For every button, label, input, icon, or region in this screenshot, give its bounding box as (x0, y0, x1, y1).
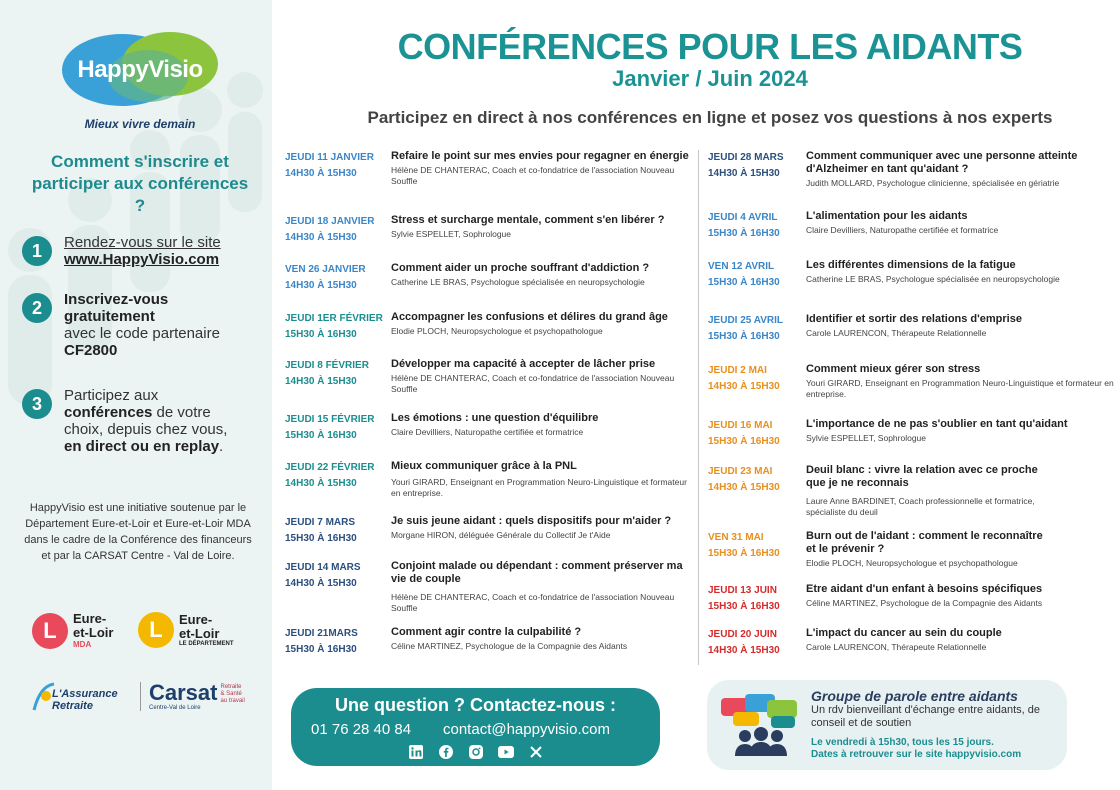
event-speaker: Sylvie ESPELLET, Sophrologue (806, 433, 927, 443)
carsat-name: Carsat (149, 680, 218, 705)
event-speaker: Elodie PLOCH, Neuropsychologue et psychopathologue (806, 558, 1018, 568)
event-title: Comment agir contre la culpabilité ? (391, 626, 582, 638)
event-body (391, 150, 696, 187)
event-date: JEUDI 23 MAI 14H30 À 15H30 (708, 466, 780, 493)
event-title: Etre aidant d'un enfant à besoins spécifiques (806, 583, 1043, 595)
event-speaker: Hélène DE CHANTERAC, Coach et co-fondatrice de l'association Nouveau Souffle (391, 592, 675, 613)
event-body (806, 259, 1114, 285)
event-date: JEUDI 2 MAI 14H30 À 15H30 (708, 365, 780, 392)
event-date: JEUDI 7 MARS 15H30 À 16H30 (285, 517, 357, 544)
assurance-line2: Retraite (52, 700, 93, 712)
group-schedule-line1: Le vendredi à 15h30, tous les 15 jours. (811, 737, 994, 748)
eure-et-loir-departement-logo (138, 612, 234, 648)
mda-name2: et-Loir (73, 625, 114, 640)
step-1-line1: Rendez-vous sur le site (64, 234, 221, 251)
event-date: JEUDI 14 MARS 14H30 À 15H30 (285, 562, 361, 589)
dept-name1: Eure- (179, 612, 213, 627)
step-3 (22, 387, 262, 455)
event-title: Refaire le point sur mes envies pour regagner en énergie (391, 150, 689, 162)
assurance-line1: L'Assurance (52, 688, 118, 700)
event-title: L'importance de ne pas s'oublier en tant qu'aidant (806, 418, 1068, 430)
event-speaker: Céline MARTINEZ, Psychologue de la Compagnie des Aidants (391, 641, 628, 651)
event-body (391, 262, 696, 288)
event-speaker: Youri GIRARD, Enseignant en Programmation Neuro-Linguistique et formateur en entreprise. (806, 378, 1114, 399)
step-2-bold: Inscrivez-vous gratuitement (64, 291, 169, 325)
event-speaker: Judith MOLLARD, Psychologue clinicienne, spécialisée en gériatrie (806, 178, 1060, 188)
event-body (806, 418, 1114, 444)
support-group-box (707, 680, 1067, 770)
departement-logo-icon: L (138, 612, 174, 648)
event-body (806, 464, 1046, 518)
group-description: Un rdv bienveillant d'échange entre aidants, de conseil et de soutien (811, 704, 1040, 729)
mda-sub: MDA (73, 640, 92, 649)
assurance-retraite-logo (30, 680, 140, 720)
step-3-part2: de votre choix, depuis chez vous, (64, 404, 228, 438)
event-speaker: Morgane HIRON, déléguée Générale du Collectif Je t'Aide (391, 530, 611, 540)
contact-title: Une question ? Contactez-nous : (335, 695, 616, 715)
event-title: Je suis jeune aidant : quels dispositifs pour m'aider ? (391, 515, 672, 527)
event-title: Accompagner les confusions et délires du grand âge (391, 311, 668, 323)
carsat-side1: Retraite (220, 684, 242, 690)
step-1 (22, 234, 262, 268)
event-date: JEUDI 16 MAI 15H30 À 16H30 (708, 420, 780, 447)
event-speaker: Claire Devilliers, Naturopathe certifiée et formatrice (391, 427, 584, 437)
carsat-side3: au travail (220, 698, 245, 704)
carsat-side2: & Santé (220, 691, 242, 697)
event-title: Comment communiquer avec une personne atteinte d'Alzheimer en tant qu'aidant ? (806, 150, 1078, 175)
event-date: VEN 31 MAI 15H30 À 16H30 (708, 532, 780, 559)
event-date: JEUDI 20 JUIN 14H30 À 15H30 (708, 629, 780, 656)
mda-name1: Eure- (73, 611, 107, 626)
dept-name2: et-Loir (179, 626, 220, 641)
event-body (806, 313, 1114, 339)
departement-logo-text (179, 613, 234, 647)
instagram-icon[interactable] (468, 744, 484, 760)
event-speaker: Laure Anne BARDINET, Coach professionnelle et formatrice, spécialiste du deuil (806, 496, 1035, 517)
event-speaker: Carole LAURENCON, Thérapeute Relationnelle (806, 642, 987, 652)
event-speaker: Céline MARTINEZ, Psychologue de la Compagnie des Aidants (806, 598, 1043, 608)
event-date: JEUDI 4 AVRIL 15H30 À 16H30 (708, 212, 780, 239)
event-body (391, 311, 696, 337)
event-title: Burn out de l'aidant : comment le reconnaître et le prévenir ? (806, 530, 1043, 555)
event-title: Mieux communiquer grâce à la PNL (391, 460, 577, 472)
column-divider (698, 150, 699, 665)
carsat-sub: Centre-Val de Loire (149, 705, 201, 711)
step-text (64, 234, 221, 268)
event-title: L'alimentation pour les aidants (806, 210, 968, 222)
happyvisio-logo[interactable] (60, 30, 220, 110)
website-link[interactable]: www.HappyVisio.com (64, 251, 220, 268)
event-body (806, 363, 1114, 400)
page-title: CONFÉRENCES POUR LES AIDANTS (397, 26, 1023, 67)
event-date: JEUDI 8 FÉVRIER 14H30 À 15H30 (285, 360, 369, 387)
event-title: Comment aider un proche souffrant d'addiction ? (391, 262, 650, 274)
event-title: Les différentes dimensions de la fatigue (806, 259, 1016, 271)
dept-sub: LE DÉPARTEMENT (179, 641, 234, 647)
step-number: 3 (22, 389, 52, 419)
event-body (806, 150, 1114, 189)
event-title: Comment mieux gérer son stress (806, 363, 981, 375)
event-date: VEN 26 JANVIER 14H30 À 15H30 (285, 264, 366, 291)
step-3-part3: . (219, 438, 224, 455)
event-title: Identifier et sortir des relations d'emprise (806, 313, 1022, 325)
contact-phone[interactable]: 01 76 28 40 84 (311, 721, 412, 738)
intro-text: Participez en direct à nos conférences en ligne et posez vos questions à nos experts (367, 108, 1053, 127)
event-speaker: Catherine LE BRAS, Psychologue spécialisée en neuropsychologie (391, 277, 645, 287)
event-date: JEUDI 13 JUIN 15H30 À 16H30 (708, 585, 780, 612)
youtube-icon[interactable] (498, 744, 514, 760)
event-title: Stress et surcharge mentale, comment s'en libérer ? (391, 214, 665, 226)
event-body (391, 560, 696, 614)
event-body (391, 460, 696, 499)
howto-title: Comment s'inscrire et participer aux conférences ? (31, 152, 249, 215)
step-number: 2 (22, 293, 52, 323)
event-date: JEUDI 11 JANVIER 14H30 À 15H30 (285, 152, 374, 179)
event-speaker: Hélène DE CHANTERAC, Coach et co-fondatrice de l'association Nouveau Souffle (391, 373, 675, 394)
step-text (64, 291, 242, 359)
tagline: Mieux vivre demain (84, 117, 196, 131)
step-2 (22, 291, 262, 359)
support-statement: HappyVisio est une initiative soutenue par le Département Eure-et-Loir et Eure-et-Loir MDA dans le cadre de la Conférence des financeurs et par la CARSAT Centre - Val de Loire. (24, 502, 252, 562)
event-title: L'impact du cancer au sein du couple (806, 627, 1002, 639)
event-title: Conjoint malade ou dépendant : comment préserver ma vie de couple (391, 560, 683, 585)
event-speaker: Catherine LE BRAS, Psychologue spécialisée en neuropsychologie (806, 274, 1060, 284)
partner-code: CF2800 (64, 342, 118, 359)
step-3-bold2: en direct ou en replay (64, 438, 220, 455)
event-speaker: Claire Devilliers, Naturopathe certifiée et formatrice (806, 225, 999, 235)
step-3-bold1: conférences (64, 404, 153, 421)
event-speaker: Elodie PLOCH, Neuropsychologue et psychopathologue (391, 326, 603, 336)
group-schedule-line2: Dates à retrouver sur le site happyvisio.com (811, 749, 1022, 760)
contact-email[interactable]: contact@happyvisio.com (443, 721, 610, 738)
event-date: JEUDI 18 JANVIER 14H30 À 15H30 (285, 216, 375, 243)
assurance-text (52, 688, 118, 712)
step-number: 1 (22, 236, 52, 266)
event-body (806, 583, 1114, 609)
event-date: JEUDI 1ER FÉVRIER 15H30 À 16H30 (285, 313, 383, 340)
event-date: VEN 12 AVRIL 15H30 À 16H30 (708, 261, 780, 288)
group-title: Groupe de parole entre aidants (811, 688, 1018, 704)
sidebar (0, 0, 272, 790)
event-speaker: Youri GIRARD, Enseignant en Programmation Neuro-Linguistique et formateur en entreprise. (391, 477, 687, 498)
mda-logo-text (73, 612, 113, 649)
step-2-line2: avec le code partenaire (64, 325, 220, 342)
group-schedule (811, 737, 1063, 761)
event-body (806, 530, 1046, 569)
step-3-part1: Participez aux (64, 387, 159, 404)
event-date: JEUDI 28 MARS 14H30 À 15H30 (708, 152, 784, 179)
event-body (391, 412, 696, 438)
social-links (291, 744, 660, 760)
x-icon[interactable] (528, 744, 544, 760)
event-body (806, 210, 1114, 236)
event-date: JEUDI 22 FÉVRIER 14H30 À 15H30 (285, 462, 375, 489)
event-date: JEUDI 21MARS 15H30 À 16H30 (285, 628, 358, 655)
event-speaker: Hélène DE CHANTERAC, Coach et co-fondatrice de l'association Nouveau Souffle (391, 165, 675, 186)
facebook-icon[interactable] (438, 744, 454, 760)
linkedin-icon[interactable] (408, 744, 424, 760)
mda-logo-icon: L (32, 613, 68, 649)
event-speaker: Carole LAURENCON, Thérapeute Relationnelle (806, 328, 987, 338)
event-speaker: Sylvie ESPELLET, Sophrologue (391, 229, 512, 239)
event-date: JEUDI 25 AVRIL 15H30 À 16H30 (708, 315, 784, 342)
event-date: JEUDI 15 FÉVRIER 15H30 À 16H30 (285, 414, 375, 441)
event-body (391, 626, 696, 652)
carsat-row (149, 682, 245, 705)
carsat-side (220, 684, 244, 705)
page-subtitle: Janvier / Juin 2024 (612, 66, 808, 91)
logo-text: HappyVisio (77, 56, 203, 83)
step-text (64, 387, 248, 455)
event-title: Développer ma capacité à accepter de lâcher prise (391, 358, 656, 370)
discussion-group-icon (719, 694, 803, 758)
eure-et-loir-mda-logo (32, 612, 113, 649)
event-body (806, 627, 1114, 653)
carsat-logo (140, 682, 245, 711)
event-title: Les émotions : une question d'équilibre (391, 412, 599, 424)
event-body (391, 515, 696, 541)
contact-box (291, 688, 660, 766)
event-title: Deuil blanc : vivre la relation avec ce proche que je ne reconnais (806, 464, 1038, 489)
event-body (391, 214, 696, 240)
event-body (391, 358, 696, 395)
